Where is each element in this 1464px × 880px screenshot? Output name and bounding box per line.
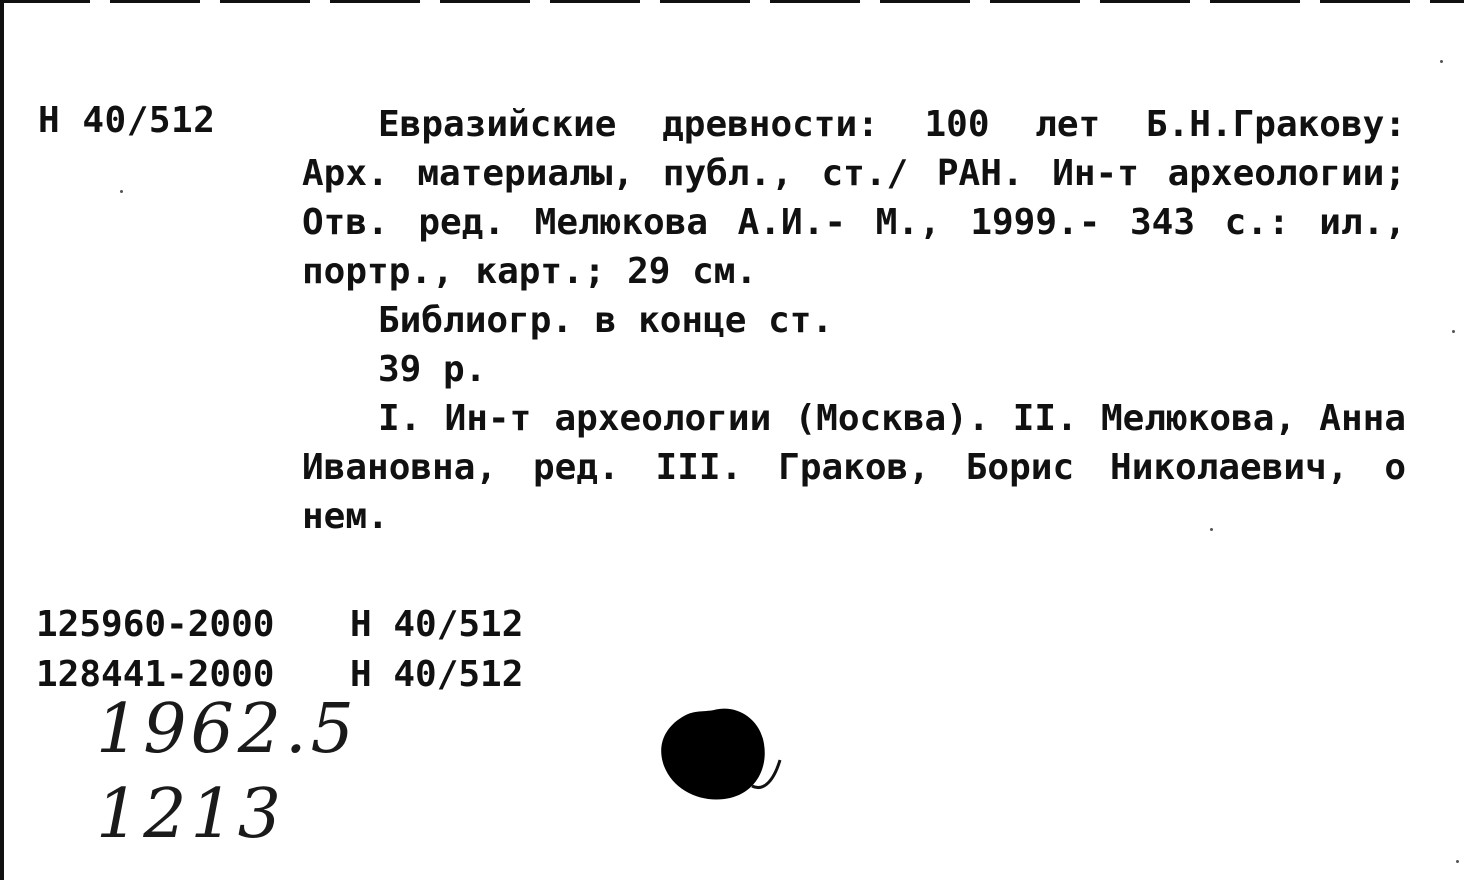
handwritten-note: 1962.5: [96, 690, 358, 769]
entry-price: 39 р.: [378, 349, 487, 390]
card-left-border: [0, 0, 4, 880]
inventory-shelfmark: Н 40/512: [350, 604, 524, 645]
speck: [1210, 528, 1213, 531]
bibliographic-entry: [302, 100, 1406, 541]
entry-bibliography-note: Библиогр. в конце ст.: [378, 300, 834, 341]
ink-blot-stamp: [656, 700, 786, 810]
inventory-row: [36, 600, 523, 650]
inventory-shelfmark: Н 40/512: [350, 654, 524, 695]
shelfmark: Н 40/512: [38, 100, 216, 141]
card-top-border: [0, 0, 1464, 3]
speck: [1456, 860, 1459, 863]
entry-added-entries: I. Ин-т археологии (Москва). II. Мелюкова, Анна Ивановна, ред. III. Граков, Борис Николаевич, о нем.: [302, 398, 1406, 537]
inventory-number: 128441-2000: [36, 654, 275, 695]
entry-main-description: Евразийские древности: 100 лет Б.Н.Гракову: Арх. материалы, публ., ст./ РАН. Ин-т археологии; Отв. ред. Мелюкова А.И.- М., 1999.- 343 с.: ил., портр., карт.; 29 см.: [302, 104, 1406, 292]
speck: [120, 190, 123, 193]
speck: [1440, 60, 1443, 63]
inventory-number: 125960-2000: [36, 604, 275, 645]
inventory-list: [36, 600, 523, 700]
handwritten-note: 1213: [96, 775, 286, 854]
speck: [1452, 330, 1455, 333]
